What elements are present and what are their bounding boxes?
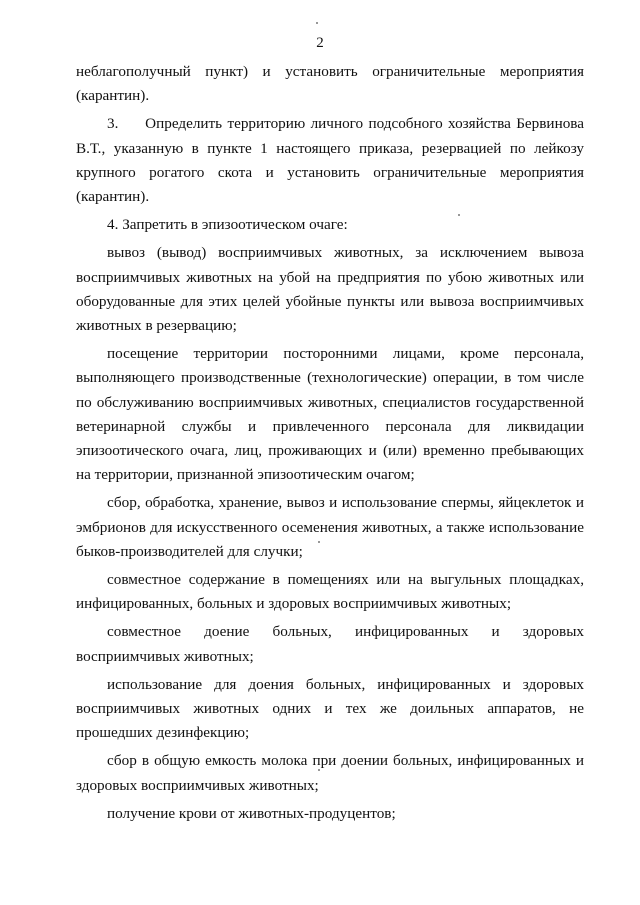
scan-speck: [318, 769, 320, 771]
paragraph-item-4-heading: 4. Запретить в эпизоотическом очаге:: [107, 216, 348, 234]
scan-speck: [318, 541, 320, 543]
paragraph-item-3: 3. Определить территорию личного подсобного хозяйства Бервинова В.Т., указанную в пункте 1 настоящего приказа, резервацией по лейкозу крупного рогатого скота и установить ограничительные мероприятия (карантин).: [76, 115, 584, 206]
paragraph-ban-joint-keeping: совместное содержание в помещениях или на выгульных площадках, инфицированных, больных и здоровых восприимчивых животных;: [76, 571, 584, 613]
paragraph-quarantine-continuation: неблагополучный пункт) и установить ограничительные мероприятия (карантин).: [76, 63, 584, 105]
paragraph-ban-joint-milking: совместное доение больных, инфицированных и здоровых восприимчивых животных;: [76, 623, 584, 665]
scan-speck: [458, 214, 460, 216]
paragraph-ban-export: вывоз (вывод) восприимчивых животных, за исключением вывоза восприимчивых животных на убой на предприятия по убою животных или оборудованные для этих целей убойные пункты или вывоза восприимчивых животных в резервацию;: [76, 244, 584, 335]
document-body: [76, 60, 584, 826]
paragraph-ban-milking-machines: использование для доения больных, инфицированных и здоровых восприимчивых животных одних и тех же доильных аппаратов, не прошедших дезинфекцию;: [76, 675, 584, 742]
paragraph-ban-semen: сбор, обработка, хранение, вывоз и использование спермы, яйцеклеток и эмбрионов для искусственного осеменения животных, а также использование быков-производителей для случки;: [76, 494, 584, 560]
paragraph-ban-visits: посещение территории посторонними лицами, кроме персонала, выполняющего производственные (технологические) операции, в том числе по обслуживанию восприимчивых животных, специалистов государственной ветеринарной службы и привлеченного персонала для ликвидации эпизоотического очага, лиц, проживающих и (или) временно пребывающих на территории, признанной эпизоотическим очагом;: [76, 345, 584, 484]
paragraph-ban-blood: получение крови от животных-продуцентов;: [107, 804, 396, 822]
page-number: 2: [316, 35, 324, 51]
paragraph-ban-milk-collection: сбор в общую емкость молока при доении больных, инфицированных и здоровых восприимчивых животных;: [76, 752, 584, 794]
scan-speck: [316, 22, 318, 24]
